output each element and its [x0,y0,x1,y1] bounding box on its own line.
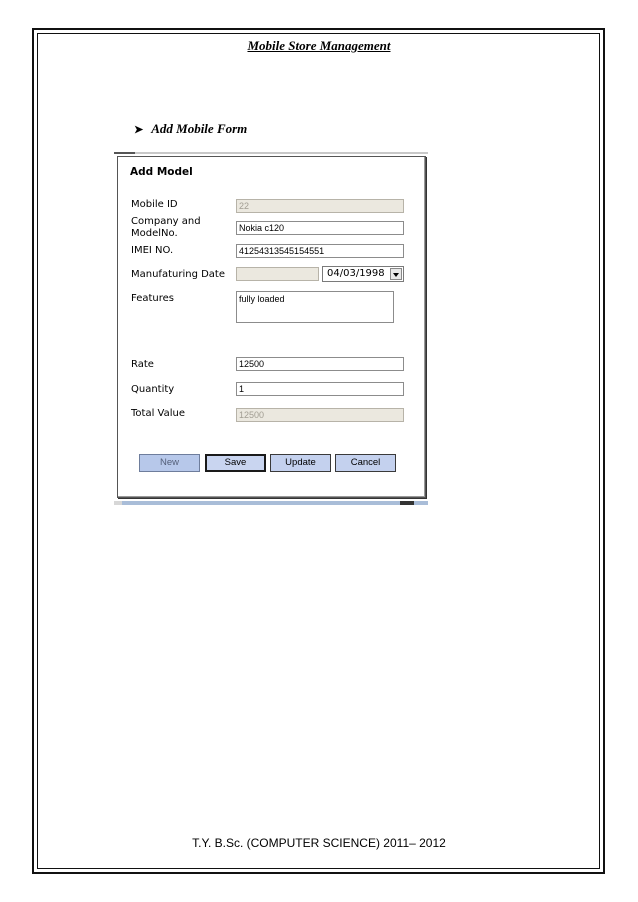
section-heading-text: Add Mobile Form [151,121,248,136]
update-button[interactable]: Update [270,454,331,472]
quantity-field[interactable]: 1 [236,382,404,396]
document-footer: T.Y. B.Sc. (COMPUTER SCIENCE) 2011– 2012 [192,836,446,850]
manufacturing-date-label: Manufaturing Date [131,269,225,280]
rate-field[interactable]: 12500 [236,357,404,371]
company-model-field[interactable]: Nokia c120 [236,221,404,235]
screenshot-corner-mark [114,152,135,154]
screenshot-top-edge [114,152,428,154]
mobile-id-field[interactable]: 22 [236,199,404,213]
features-textarea[interactable]: fully loaded [236,291,394,323]
company-model-label-line2: ModelNo. [131,228,178,239]
document-header-title: Mobile Store Management [247,38,391,53]
imei-label: IMEI NO. [131,245,174,256]
new-button[interactable]: New [139,454,200,472]
section-heading [134,121,247,137]
imei-field[interactable]: 41254313545154551 [236,244,404,258]
date-picker-value: 04/03/1998 [327,268,385,279]
cancel-button[interactable]: Cancel [335,454,396,472]
company-model-label-line1: Company and [131,216,201,227]
rate-label: Rate [131,359,154,370]
add-model-panel [117,156,426,498]
form-title: Add Model [130,166,193,178]
total-value-field[interactable]: 12500 [236,408,404,422]
features-label: Features [131,293,174,304]
save-button[interactable]: Save [205,454,266,472]
total-value-label: Total Value [131,408,185,419]
manufacturing-date-picker[interactable] [322,266,404,282]
strip-left-segment [114,501,122,505]
mobile-id-label: Mobile ID [131,199,178,210]
form-screenshot [114,152,428,505]
chevron-down-icon[interactable] [390,268,402,280]
quantity-label: Quantity [131,384,175,395]
screenshot-bottom-strip [114,501,428,505]
arrow-bullet-icon: ➤ [134,124,144,136]
strip-dark-segment [400,501,414,505]
manufacturing-date-field[interactable] [236,267,319,281]
